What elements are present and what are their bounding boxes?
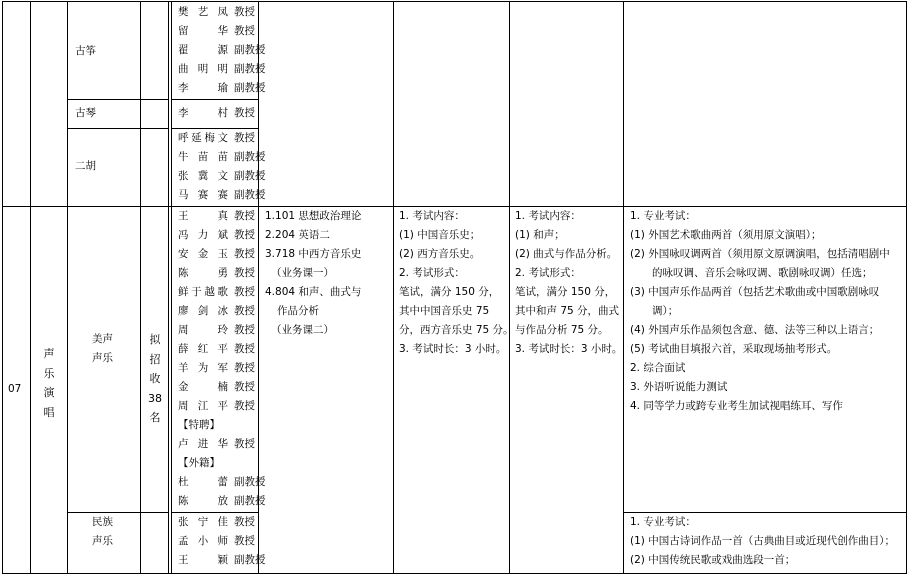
retest-line: (1) 和声；	[515, 229, 565, 241]
enrollment-count: 拟招收38名	[148, 333, 162, 424]
teacher-list	[178, 129, 266, 205]
teacher-entry: 曲明明 副教授	[178, 63, 266, 75]
teacher-entry: 鲜于越歌 教授	[178, 286, 255, 298]
col-line	[623, 1, 624, 574]
teacher-divider	[172, 99, 258, 100]
retest-line: (2) 西方音乐史。	[399, 248, 481, 260]
teacher-entry: 呼延梅文 教授	[178, 132, 255, 144]
exam-subject-line: （业务课一）	[271, 267, 334, 279]
retest-line: 笔试，满分 150 分，	[399, 286, 500, 298]
retest-main	[630, 207, 890, 416]
col-line	[30, 1, 31, 574]
retest-main-line: 1. 专业考试：	[630, 210, 696, 222]
col-line	[393, 1, 394, 574]
major-code: 07	[8, 383, 22, 395]
table-border-left	[2, 1, 3, 574]
exam-subject-line: （业务课二）	[271, 324, 334, 336]
teacher-list	[178, 513, 266, 570]
subject-name: 美声 声乐	[92, 333, 113, 364]
retest-line: 笔试，满分 150 分，	[515, 286, 616, 298]
teacher-entry: 张冀文 副教授	[178, 170, 266, 182]
subject-name: 古琴	[75, 107, 96, 119]
teacher-entry: 王 颖 副教授	[178, 554, 266, 566]
exam-subject-line: 作品分析	[277, 305, 319, 317]
retest-main-line: (4) 外国声乐作品须包含意、德、法等三种以上语言；	[630, 324, 880, 336]
table-border-top	[2, 1, 907, 2]
teacher-entry: 金 楠 教授	[178, 381, 255, 393]
teacher-entry: 樊艺凤 教授	[178, 6, 255, 18]
retest-line: 2. 考试形式：	[399, 267, 465, 279]
teacher-entry: 杜 蕾 副教授	[178, 476, 266, 488]
teacher-entry: 周 玲 教授	[178, 324, 255, 336]
table-border-bottom	[2, 573, 907, 574]
teacher-entry: 冯力斌 教授	[178, 229, 255, 241]
teacher-entry: 孟小师 教授	[178, 535, 255, 547]
teacher-entry: 周江平 教授	[178, 400, 255, 412]
exam-subject-line: 3.718 中西方音乐史	[265, 248, 362, 260]
retest-main-line: 3. 外语听说能力测试	[630, 381, 728, 393]
retest-main-line: 的咏叹调、音乐会咏叹调、歌剧咏叹调）任选；	[652, 267, 873, 279]
retest-main-line: (5) 考试曲目填报六首，采取现场抽考形式。	[630, 343, 838, 355]
teacher-entry: 廖剑冰 教授	[178, 305, 255, 317]
retest-main-line: (3) 中国声乐作品两首（包括艺术歌曲或中国歌剧咏叹	[630, 286, 880, 298]
retest-main-line: 2. 综合面试	[630, 362, 686, 374]
exam-subject-line: 2.204 英语二	[265, 229, 330, 241]
teacher-list	[178, 207, 266, 511]
teacher-entry: 翟 源 副教授	[178, 44, 266, 56]
retest-folk-line: (1) 中国古诗词作品一首（古典曲目或近现代创作曲目）；	[630, 535, 895, 547]
retest-folk	[630, 513, 895, 570]
subject-name: 古筝	[75, 45, 96, 57]
retest-main-line: 4. 同等学力或跨专业考生加试视唱练耳、写作	[630, 400, 843, 412]
table-border-right	[906, 1, 907, 574]
subject-name: 民族 声乐	[92, 516, 113, 547]
retest-main-line: (2) 外国咏叹调两首（须用原文原调演唱，包括清唱剧中	[630, 248, 890, 260]
subject-divider	[68, 99, 169, 100]
teacher-entry: 李 瑜 副教授	[178, 82, 266, 94]
exam-subjects	[265, 207, 361, 340]
retest-line: 与作品分析 75 分。	[515, 324, 609, 336]
teacher-entry: 王 真 教授	[178, 210, 255, 222]
retest-line: 3. 考试时长：3 小时。	[399, 343, 507, 355]
teacher-category-tag: 【外籍】	[178, 457, 220, 469]
teacher-list	[178, 3, 266, 98]
teacher-entry: 牛苗苗 副教授	[178, 151, 266, 163]
col-line	[140, 1, 141, 574]
retest-line: (2) 曲式与作品分析。	[515, 248, 618, 260]
teacher-entry: 陈 勇 教授	[178, 267, 255, 279]
subject-name: 二胡	[75, 160, 96, 172]
retest-exam-2	[515, 207, 622, 359]
teacher-entry: 留 华 教授	[178, 25, 255, 37]
retest-line: 其中中国音乐史 75	[399, 305, 490, 317]
retest-line: 3. 考试时长：3 小时。	[515, 343, 623, 355]
teacher-entry: 安金玉 教授	[178, 248, 255, 260]
retest-exam-1	[399, 207, 514, 359]
subject-divider	[68, 512, 169, 513]
teacher-entry: 马赛赛 副教授	[178, 189, 266, 201]
col-line	[171, 1, 172, 574]
retest-main-line: (1) 外国艺术歌曲两首（须用原文演唱）；	[630, 229, 822, 241]
teacher-list	[178, 104, 255, 123]
exam-subject-line: 4.804 和声、曲式与	[265, 286, 362, 298]
teacher-entry: 陈 放 副教授	[178, 495, 266, 507]
col-line	[67, 1, 68, 574]
subject-divider	[68, 128, 169, 129]
exam-subject-line: 1.101 思想政治理论	[265, 210, 362, 222]
teacher-entry: 张宁佳 教授	[178, 516, 255, 528]
retest-line: 1. 考试内容：	[515, 210, 581, 222]
major-name: 声乐演唱	[43, 347, 55, 419]
retest-line: 分，西方音乐史 75 分。	[399, 324, 514, 336]
retest-line: 1. 考试内容：	[399, 210, 465, 222]
col-line	[168, 1, 169, 574]
retest-line: 2. 考试形式：	[515, 267, 581, 279]
teacher-entry: 薛红平 教授	[178, 343, 255, 355]
retest-folk-line: (2) 中国传统民歌或戏曲选段一首；	[630, 554, 796, 566]
retest-line: (1) 中国音乐史；	[399, 229, 481, 241]
teacher-entry: 李 村 教授	[178, 107, 255, 119]
teacher-entry: 羊为军 教授	[178, 362, 255, 374]
retest-folk-line: 1. 专业考试：	[630, 516, 696, 528]
teacher-entry: 卢进华 教授	[178, 438, 255, 450]
retest-main-line: 调）；	[652, 305, 679, 317]
teacher-category-tag: 【特聘】	[178, 419, 220, 431]
retest-line: 其中和声 75 分，曲式	[515, 305, 620, 317]
